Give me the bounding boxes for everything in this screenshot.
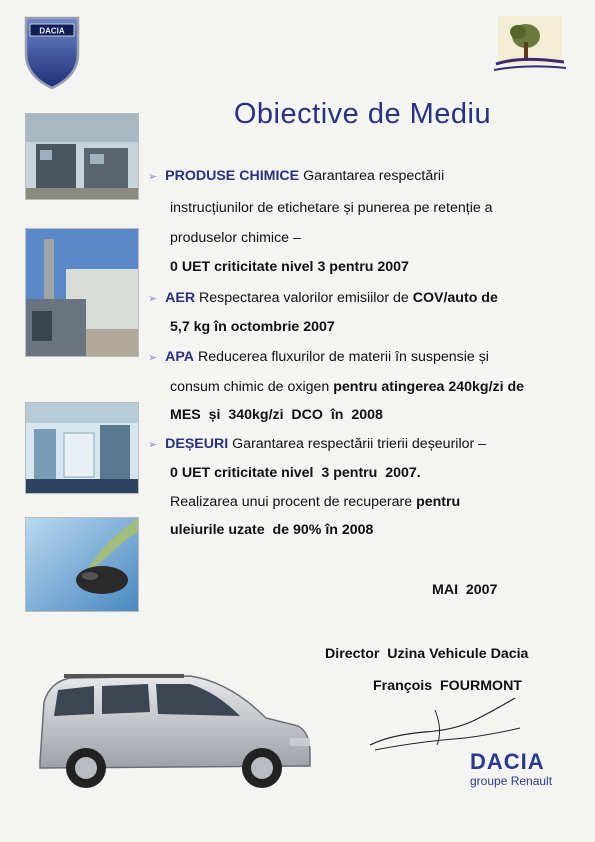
objective-target: 0 UET criticitate nivel 3 pentru 2007 — [170, 259, 409, 275]
oil-drop-photo — [25, 517, 139, 612]
objective-text-bold: pentru — [416, 494, 461, 510]
objective-text: Garantarea respectării — [303, 168, 445, 184]
dacia-logan-mcv-car — [30, 662, 320, 797]
objective-text: produselor chimice – — [170, 230, 301, 246]
objective-apa-line2 — [170, 375, 524, 400]
brand-name: DACIA — [470, 749, 545, 774]
objective-produse-chimice-line1 — [148, 164, 444, 190]
tree-logo — [490, 14, 570, 74]
objective-keyword: PRODUSE CHIMICE — [165, 168, 300, 184]
objective-target: 0 UET criticitate nivel 3 pentru 2007. — [170, 465, 421, 481]
signatory-name: François FOURMONT — [373, 678, 522, 694]
objective-target: uleiurile uzate de 90% în 2008 — [170, 522, 374, 538]
objective-keyword: APA — [165, 349, 195, 365]
objective-text-bold: pentru atingerea 240kg/zi de — [333, 379, 525, 395]
objective-text: Realizarea unui procent de recuperare — [170, 494, 413, 510]
objective-aer-line1 — [148, 286, 498, 312]
factory-machinery-photo — [25, 113, 139, 200]
dacia-groupe-renault-logo — [470, 750, 580, 790]
dacia-shield-logo — [22, 14, 82, 90]
arrow-bullet-icon: ➢ — [148, 352, 158, 364]
objective-deseuri-line1 — [148, 432, 486, 458]
objective-target: MES și 340kg/zi DCO în 2008 — [170, 407, 383, 423]
objective-text: Garantarea respectării trierii deșeurilor – — [232, 436, 487, 452]
shield-text: DACIA — [39, 26, 65, 36]
date: MAI 2007 — [432, 582, 498, 598]
objective-target: 5,7 kg în octombrie 2007 — [170, 319, 335, 335]
arrow-bullet-icon: ➢ — [148, 439, 158, 451]
objective-keyword: AER — [165, 290, 196, 306]
signatory-role: Director Uzina Vehicule Dacia — [325, 646, 529, 662]
brand-subtitle: groupe Renault — [470, 774, 553, 788]
objective-keyword: DEȘEURI — [165, 436, 229, 452]
lab-equipment-photo — [25, 402, 139, 494]
objective-text-bold: COV/auto de — [412, 290, 498, 306]
arrow-bullet-icon: ➢ — [148, 293, 158, 305]
objective-deseuri-line3 — [170, 490, 460, 515]
objective-text: Respectarea valorilor emisiilor de — [199, 290, 409, 306]
arrow-bullet-icon: ➢ — [148, 171, 158, 183]
objective-text: Reducerea fluxurilor de materii în suspensie și — [197, 349, 489, 365]
objective-text: consum chimic de oxigen — [170, 379, 330, 395]
objective-apa-line1 — [148, 345, 489, 371]
chimney-plant-photo — [25, 228, 139, 357]
objective-text: instrucțiunilor de etichetare și punerea pe retenție a — [170, 200, 493, 216]
page-title: Obiective de Mediu — [233, 98, 492, 130]
